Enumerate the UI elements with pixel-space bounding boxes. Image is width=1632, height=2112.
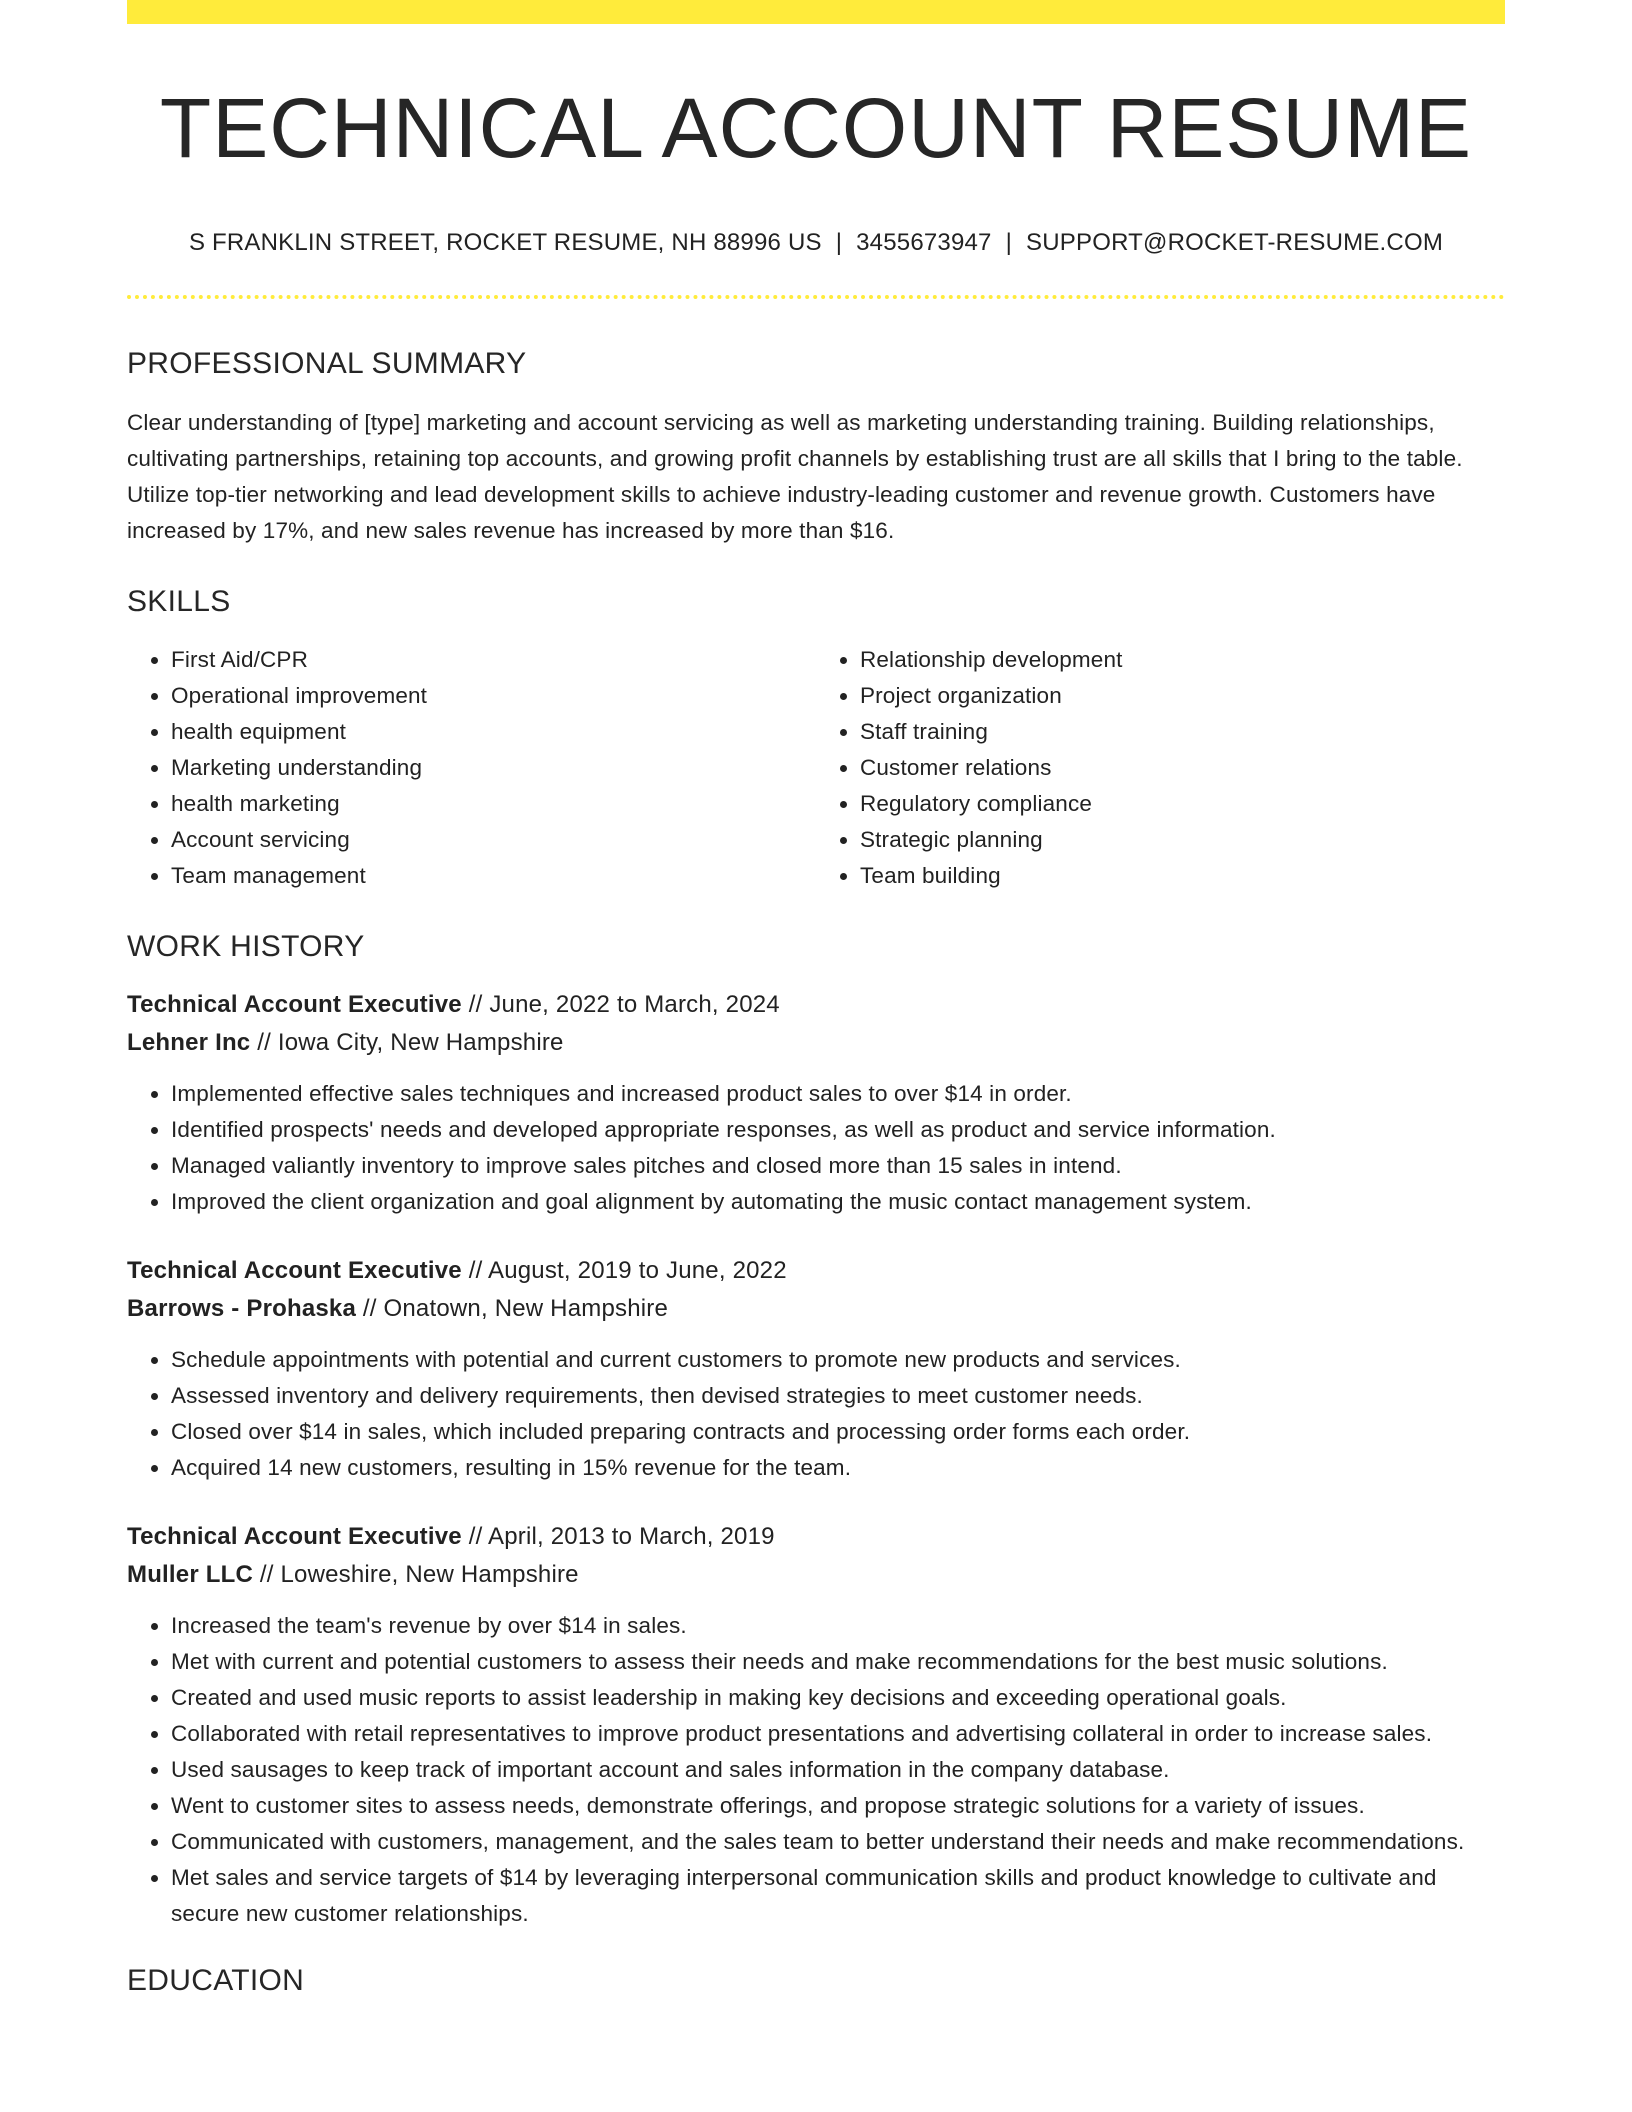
job-bullet: • Used sausages to keep track of important account and sales information in the company database. xyxy=(171,1752,1505,1788)
accent-bar xyxy=(127,0,1505,24)
skill-item: • Staff training xyxy=(860,714,1505,750)
skill-item: • health equipment xyxy=(171,714,816,750)
job-dates: // August, 2019 to June, 2022 xyxy=(461,1257,787,1284)
skill-item: • Account servicing xyxy=(171,822,816,858)
job-title-line xyxy=(127,986,1505,1024)
job-location: // Loweshire, New Hampshire xyxy=(253,1561,579,1588)
skill-item: • health marketing xyxy=(171,786,816,822)
skill-item: • Project organization xyxy=(860,678,1505,714)
job-bullets xyxy=(127,1076,1505,1220)
skill-item: • Customer relations xyxy=(860,750,1505,786)
skill-item: • Marketing understanding xyxy=(171,750,816,786)
contact-separator: | xyxy=(835,229,843,256)
job-bullet: • Assessed inventory and delivery requirements, then devised strategies to meet customer needs. xyxy=(171,1378,1505,1414)
skill-item: • Strategic planning xyxy=(860,822,1505,858)
job-bullet: • Identified prospects' needs and developed appropriate responses, as well as product and service information. xyxy=(171,1112,1505,1148)
job-entry xyxy=(127,986,1505,1220)
job-entry xyxy=(127,1252,1505,1486)
job-title-line xyxy=(127,1518,1505,1556)
skill-item: • Regulatory compliance xyxy=(860,786,1505,822)
job-location: // Onatown, New Hampshire xyxy=(356,1295,669,1322)
job-location: // Iowa City, New Hampshire xyxy=(250,1029,564,1056)
job-bullet: • Improved the client organization and goal alignment by automating the music contact management system. xyxy=(171,1184,1505,1220)
job-dates: // June, 2022 to March, 2024 xyxy=(461,991,780,1018)
skills-column-right xyxy=(816,642,1505,894)
contact-separator: | xyxy=(1005,229,1013,256)
job-title: Technical Account Executive xyxy=(127,1523,462,1550)
contact-phone: 3455673947 xyxy=(856,229,992,256)
skills-heading: SKILLS xyxy=(127,585,231,618)
job-bullet: • Implemented effective sales techniques and increased product sales to over $14 in order. xyxy=(171,1076,1505,1112)
job-title: Technical Account Executive xyxy=(127,1257,462,1284)
job-bullet: • Met sales and service targets of $14 by leveraging interpersonal communication skills and product knowledge to cultivate and secure new customer relationships. xyxy=(171,1860,1505,1932)
job-dates: // April, 2013 to March, 2019 xyxy=(461,1523,775,1550)
job-company-line xyxy=(127,1290,1505,1328)
job-bullet: • Met with current and potential customers to assess their needs and make recommendations for the best music solutions. xyxy=(171,1644,1505,1680)
job-company: Muller LLC xyxy=(127,1561,253,1588)
skill-item: • Team building xyxy=(860,858,1505,894)
skill-item: • First Aid/CPR xyxy=(171,642,816,678)
job-company-line xyxy=(127,1024,1505,1062)
job-bullet: • Collaborated with retail representatives to improve product presentations and advertising collateral in order to increase sales. xyxy=(171,1716,1505,1752)
job-bullets xyxy=(127,1342,1505,1486)
job-bullet: • Created and used music reports to assist leadership in making key decisions and exceeding operational goals. xyxy=(171,1680,1505,1716)
summary-heading: PROFESSIONAL SUMMARY xyxy=(127,347,527,380)
job-bullet: • Acquired 14 new customers, resulting in 15% revenue for the team. xyxy=(171,1450,1505,1486)
skill-item: • Operational improvement xyxy=(171,678,816,714)
job-title: Technical Account Executive xyxy=(127,991,462,1018)
job-entry xyxy=(127,1518,1505,1932)
contact-line xyxy=(127,231,1505,255)
job-bullet: • Schedule appointments with potential and current customers to promote new products and services. xyxy=(171,1342,1505,1378)
contact-address: S FRANKLIN STREET, ROCKET RESUME, NH 88996 US xyxy=(188,229,822,256)
skills-list xyxy=(127,642,1505,894)
resume-title: TECHNICAL ACCOUNT RESUME xyxy=(159,81,1473,175)
job-bullet: • Went to customer sites to assess needs, demonstrate offerings, and propose strategic solutions for a variety of issues. xyxy=(171,1788,1505,1824)
work-history-heading: WORK HISTORY xyxy=(127,930,365,963)
education-heading: EDUCATION xyxy=(127,1964,305,1997)
dotted-divider xyxy=(127,295,1505,299)
skills-column-left xyxy=(127,642,816,894)
job-company: Lehner Inc xyxy=(127,1029,251,1056)
resume-page xyxy=(127,0,1505,1996)
job-bullet: • Communicated with customers, management, and the sales team to better understand their needs and make recommendations. xyxy=(171,1824,1505,1860)
summary-text: Clear understanding of [type] marketing and account servicing as well as marketing understanding training. Building relationships, cultivating partnerships, retaining top accounts, and growing profit channels by establishing trust are all skills that I bring to the table. Utilize top-tier networking and lead development skills to achieve industry-leading customer and revenue growth. Customers have increased by 17%, and new sales revenue has increased by more than $16. xyxy=(127,410,1463,543)
job-company-line xyxy=(127,1556,1505,1594)
job-company: Barrows - Prohaska xyxy=(127,1295,357,1322)
job-bullet: • Increased the team's revenue by over $14 in sales. xyxy=(171,1608,1505,1644)
job-bullet: • Managed valiantly inventory to improve sales pitches and closed more than 15 sales in intend. xyxy=(171,1148,1505,1184)
job-bullet: • Closed over $14 in sales, which included preparing contracts and processing order forms each order. xyxy=(171,1414,1505,1450)
skill-item: • Team management xyxy=(171,858,816,894)
job-bullets xyxy=(127,1608,1505,1932)
job-title-line xyxy=(127,1252,1505,1290)
skill-item: • Relationship development xyxy=(860,642,1505,678)
contact-email: SUPPORT@ROCKET-RESUME.COM xyxy=(1026,229,1444,256)
